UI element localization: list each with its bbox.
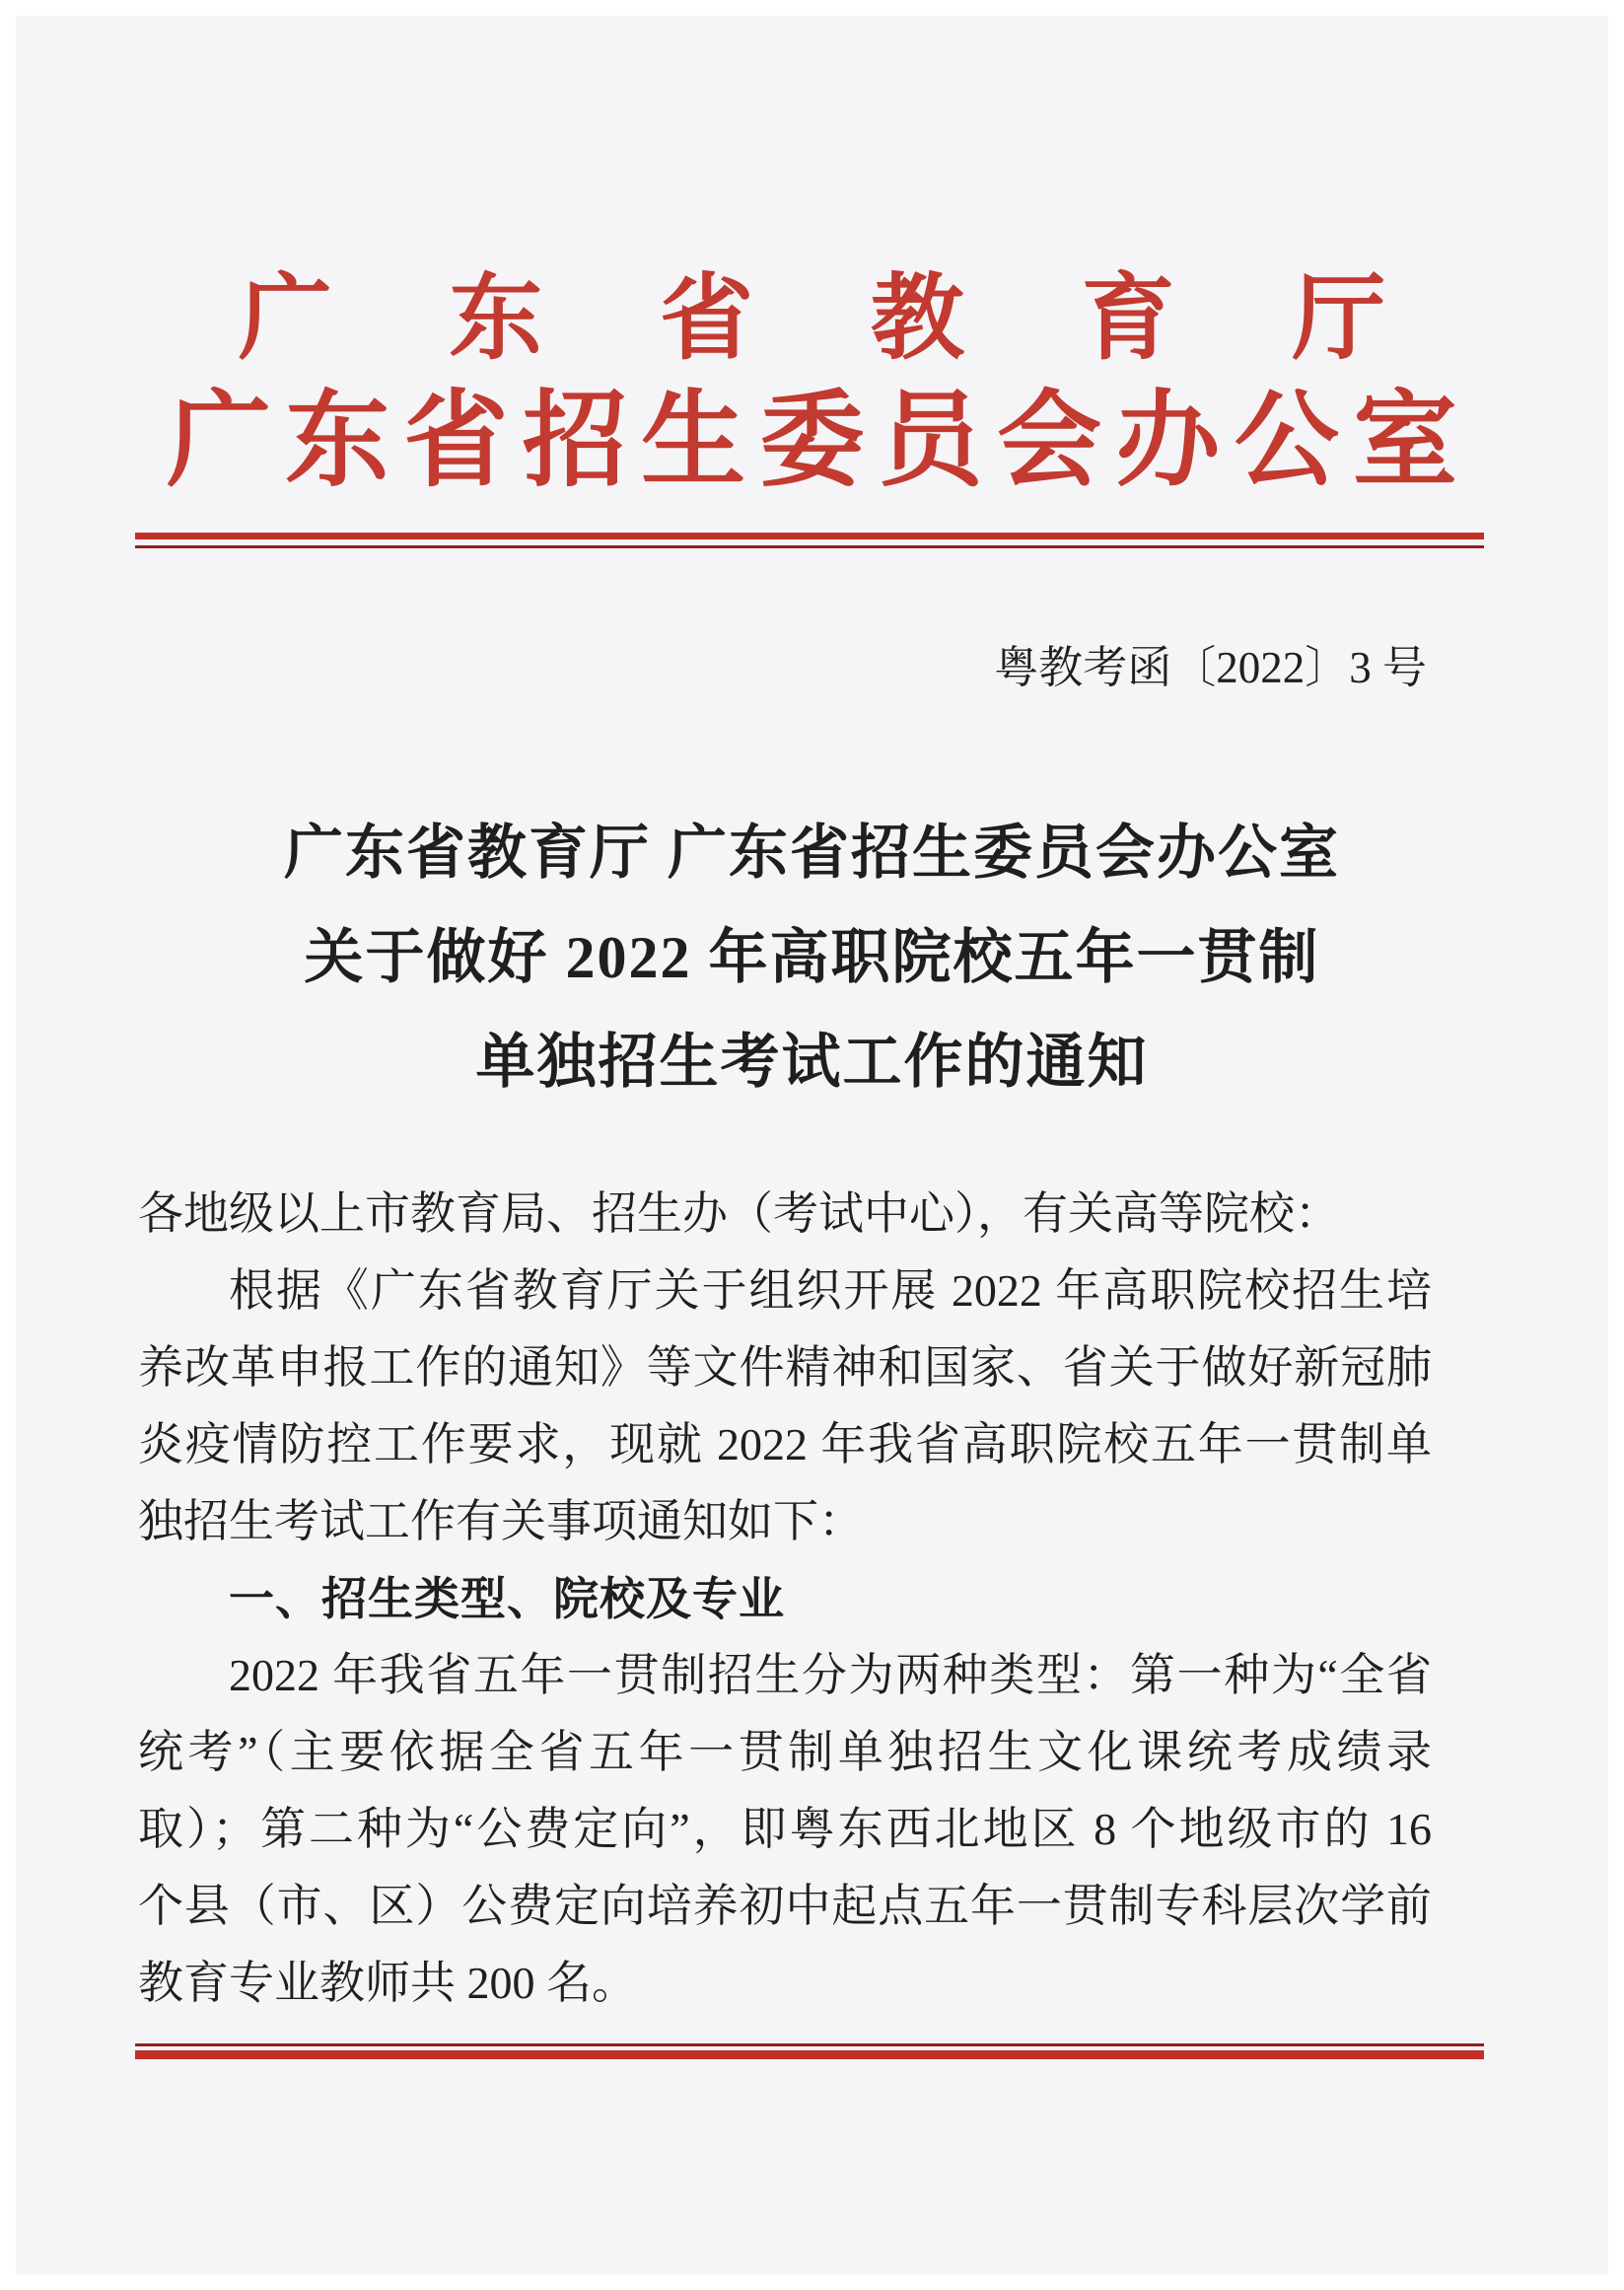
body-line: 根据《广东省教育厅关于组织开展 2022 年高职院校招生培 [229,1265,1432,1316]
notice-title-line-3: 单独招生考试工作的通知 [475,1030,1149,1095]
notice-body [138,1176,1432,2022]
footer-separator-thin-rule [135,2043,1484,2046]
header-separator-thin-rule [135,545,1484,548]
notice-title-line-1: 广东省教育厅 广东省招生委员会办公室 [284,821,1340,886]
body-line: 2022 年我省五年一贯制招生分为两种类型：第一种为“全省 [229,1650,1432,1700]
notice-title-line-2: 关于做好 2022 年高职院校五年一贯制 [304,925,1320,990]
body-line: 炎疫情防控工作要求，现就 2022 年我省高职院校五年一贯制单 [138,1419,1432,1469]
body-line: 统考”（主要依据全省五年一贯制单独招生文化课统考成绩录 [138,1727,1432,1777]
body-line: 养改革申报工作的通知》等文件精神和国家、省关于做好新冠肺 [138,1342,1432,1393]
letterhead-agency-line-1: 广东省教育厅 [238,266,1504,371]
document-reference-number: 粤教考函〔2022〕3 号 [994,643,1427,692]
header-separator-thick-rule [135,533,1484,539]
salutation-line: 各地级以上市教育局、招生办（考试中心），有关高等院校： [138,1188,1340,1239]
body-line: 教育专业教师共 200 名。 [138,1958,637,2008]
body-line: 独招生考试工作有关事项通知如下： [138,1496,864,1546]
body-line: 取）；第二种为“公费定向”，即粤东西北地区 8 个地级市的 16 [138,1804,1432,1854]
letterhead-agency-line-2: 广东省招生委员会办公室 [166,384,1472,499]
body-line: 个县（市、区）公费定向培养初中起点五年一贯制专科层次学前 [138,1881,1432,1931]
footer-separator-thick-rule [135,2050,1484,2059]
section-heading: 一、招生类型、院校及专业 [229,1573,785,1624]
